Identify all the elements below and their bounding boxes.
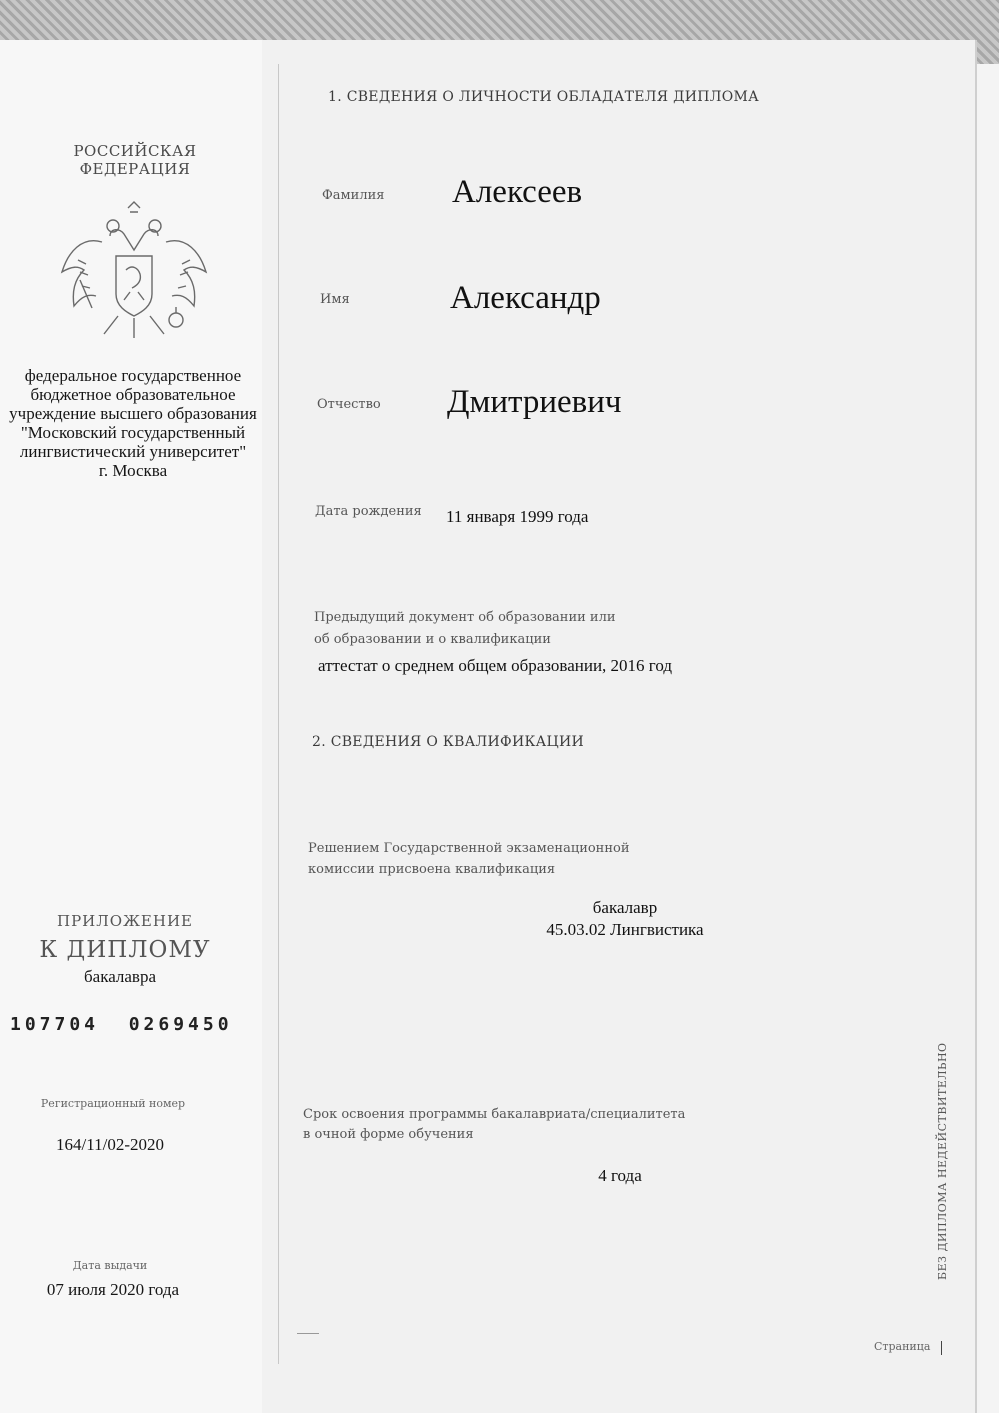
qualification-value: бакалавр	[592, 898, 658, 917]
section-1-heading: 1. СВЕДЕНИЯ О ЛИЧНОСТИ ОБЛАДАТЕЛЯ ДИПЛОМА	[328, 89, 760, 105]
institution-line: федеральное государственное	[24, 366, 242, 385]
validity-stamp: БЕЗ ДИПЛОМА НЕДЕЙСТВИТЕЛЬНО	[936, 1042, 949, 1280]
duration-label-2: в очной форме обучения	[303, 1127, 474, 1142]
decision-label: Решением Государственной экзаменационной	[308, 841, 630, 856]
surname-label: Фамилия	[322, 188, 385, 203]
issue-date: 07 июля 2020 года	[46, 1280, 180, 1299]
birth-date-label: Дата рождения	[315, 504, 422, 519]
prev-doc-label: Предыдущий документ об образовании или	[314, 610, 616, 625]
country-line-2: ФЕДЕРАЦИЯ	[79, 160, 191, 178]
patronymic-value: Дмитриевич	[447, 384, 622, 420]
appendix-title: ПРИЛОЖЕНИЕ	[57, 912, 193, 930]
sheet-edge	[975, 40, 977, 1413]
registration-label: Регистрационный номер	[40, 1097, 186, 1110]
institution-name	[0, 366, 266, 480]
name-label: Имя	[320, 292, 350, 307]
page-label: Страница	[874, 1340, 931, 1353]
patronymic-label: Отчество	[317, 397, 381, 412]
duration-label: Срок освоения программы бакалавриата/специалитета	[303, 1107, 686, 1122]
appendix-subtitle: К ДИПЛОМУ	[39, 937, 211, 963]
institution-city: г. Москва	[98, 461, 168, 480]
degree-level: бакалавра	[84, 967, 156, 986]
country-line-1: РОССИЙСКАЯ	[73, 142, 197, 160]
specialty-value: 45.03.02 Лингвистика	[546, 920, 704, 939]
institution-line: бюджетное образовательное	[30, 385, 236, 404]
institution-line: лингвистический университет"	[19, 442, 247, 461]
duration-value: 4 года	[598, 1166, 642, 1185]
column-divider	[278, 64, 279, 1364]
footer-line	[297, 1333, 319, 1334]
institution-line: учреждение высшего образования	[9, 404, 257, 423]
decision-label-2: комиссии присвоена квалификация	[308, 862, 556, 877]
registration-number: 164/11/02-2020	[56, 1135, 164, 1154]
name-value: Александр	[450, 280, 601, 316]
diploma-series-number: 107704 0269450	[10, 1014, 233, 1035]
double-headed-eagle-emblem-icon	[58, 200, 210, 350]
prev-doc-value: аттестат о среднем общем образовании, 2016 год	[318, 656, 673, 675]
prev-doc-label-2: об образовании и о квалификации	[314, 632, 551, 647]
birth-date-value: 11 января 1999 года	[446, 507, 589, 526]
page-marker	[941, 1341, 942, 1355]
section-2-heading: 2. СВЕДЕНИЯ О КВАЛИФИКАЦИИ	[312, 734, 585, 750]
institution-line: "Московский государственный	[20, 423, 246, 442]
country-name	[50, 142, 220, 178]
issue-date-label: Дата выдачи	[72, 1259, 148, 1272]
surname-value: Алексеев	[452, 174, 583, 210]
